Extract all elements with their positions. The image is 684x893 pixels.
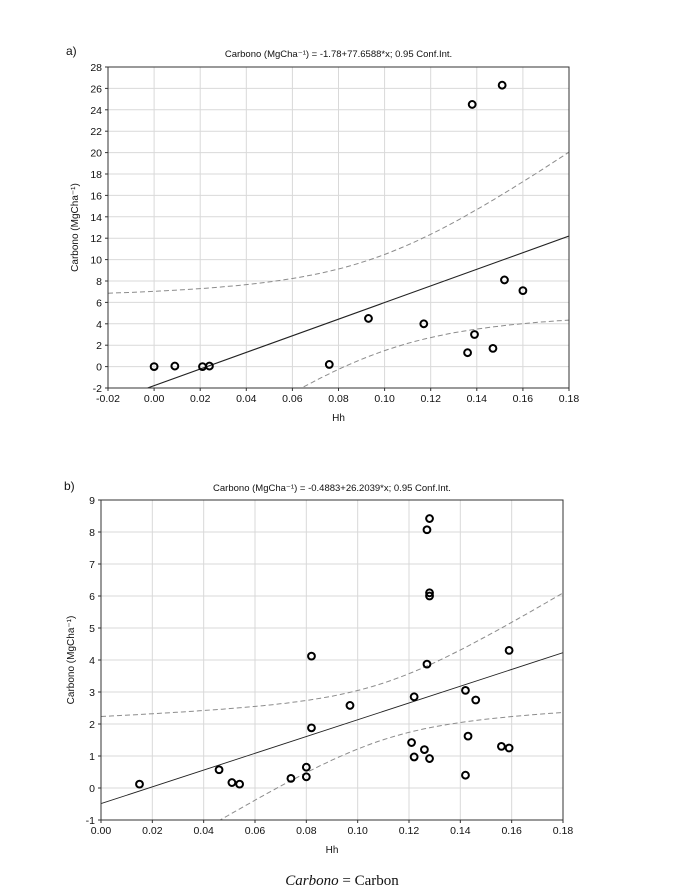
y-tick-label: 7 xyxy=(89,559,95,571)
x-tick-label: 0.02 xyxy=(189,393,211,405)
y-tick-label: 3 xyxy=(89,687,95,699)
confidence-lower-line xyxy=(101,713,563,891)
x-tick-label: 0.12 xyxy=(420,393,441,405)
y-tick-label: 2 xyxy=(89,719,95,731)
caption-term: Carbono xyxy=(285,873,339,889)
x-tick-label: 0.18 xyxy=(558,393,580,405)
x-axis-label: Hh xyxy=(332,413,345,424)
y-tick-label: 5 xyxy=(89,623,95,635)
y-tick-label: 22 xyxy=(90,126,102,139)
y-tick-label: -1 xyxy=(85,815,95,827)
data-point xyxy=(308,724,315,731)
y-axis-label: Carbono (MgCha⁻¹) xyxy=(70,183,81,272)
y-tick-label: 4 xyxy=(96,318,102,331)
y-tick-label: 8 xyxy=(89,527,95,539)
x-tick-label: 0.14 xyxy=(450,825,471,837)
y-tick-label: 4 xyxy=(89,655,95,667)
chart-panel-a xyxy=(66,44,579,511)
y-tick-label: 6 xyxy=(89,591,95,603)
chart-title: Carbono (MgCha⁻¹) = -0.4883+26.2039*x; 0.95 Conf.Int. xyxy=(213,483,451,494)
y-tick-label: -2 xyxy=(92,383,102,395)
x-tick-label: 0.18 xyxy=(552,825,574,837)
data-point xyxy=(499,82,506,89)
x-tick-label: 0.00 xyxy=(90,825,112,837)
x-tick-label: -0.02 xyxy=(96,393,120,405)
data-point xyxy=(426,515,433,522)
y-tick-label: 16 xyxy=(90,190,102,203)
confidence-upper-line xyxy=(101,593,563,717)
data-point xyxy=(236,781,243,788)
data-point xyxy=(216,766,223,773)
x-tick-label: 0.04 xyxy=(193,825,214,837)
x-tick-label: 0.14 xyxy=(466,393,488,405)
y-tick-label: 26 xyxy=(90,83,102,96)
y-tick-label: 18 xyxy=(90,169,102,181)
y-tick-label: 6 xyxy=(96,297,102,310)
figure-caption xyxy=(0,873,684,890)
y-tick-label: 8 xyxy=(96,276,102,288)
x-tick-label: 0.08 xyxy=(296,825,317,837)
caption-rest: = Carbon xyxy=(338,873,399,889)
data-point xyxy=(501,277,508,284)
y-tick-label: 9 xyxy=(89,495,95,507)
data-point xyxy=(411,693,418,700)
y-tick-label: 14 xyxy=(90,211,102,224)
y-tick-label: 12 xyxy=(90,233,102,246)
data-point xyxy=(462,772,469,779)
y-tick-label: 10 xyxy=(90,254,102,267)
y-tick-label: 1 xyxy=(89,751,95,763)
data-point xyxy=(411,754,418,761)
data-point xyxy=(462,687,469,694)
x-tick-label: 0.16 xyxy=(512,393,534,405)
data-point xyxy=(136,781,143,788)
data-point xyxy=(308,653,315,660)
data-point xyxy=(472,697,479,704)
x-tick-label: 0.10 xyxy=(374,393,395,405)
x-tick-label: 0.10 xyxy=(347,825,368,837)
data-point xyxy=(171,363,178,370)
data-point xyxy=(465,733,472,740)
data-point xyxy=(469,101,476,108)
data-point xyxy=(229,779,236,786)
x-tick-label: 0.06 xyxy=(244,825,266,837)
regression-line xyxy=(101,653,563,804)
chart-panel-b xyxy=(64,479,573,891)
data-point xyxy=(498,743,505,750)
x-tick-label: 0.06 xyxy=(282,393,303,405)
y-tick-label: 24 xyxy=(90,104,102,117)
y-tick-label: 2 xyxy=(96,340,102,353)
x-tick-label: 0.00 xyxy=(143,393,165,405)
x-tick-label: 0.02 xyxy=(142,825,163,837)
panel-letter: a) xyxy=(66,44,77,58)
data-point xyxy=(464,349,471,356)
panel-letter: b) xyxy=(64,479,75,493)
x-tick-label: 0.08 xyxy=(328,393,349,405)
y-axis-label: Carbono (MgCha⁻¹) xyxy=(66,615,77,705)
chart-title: Carbono (MgCha⁻¹) = -1.78+77.6588*x; 0.95 Conf.Int. xyxy=(224,49,453,60)
y-tick-label: 28 xyxy=(90,62,102,74)
data-point xyxy=(347,702,354,709)
data-point xyxy=(421,746,428,753)
y-tick-label: 20 xyxy=(90,147,102,160)
data-point xyxy=(365,315,372,322)
x-tick-label: 0.04 xyxy=(236,393,257,405)
data-point xyxy=(490,345,497,352)
x-axis-label: Hh xyxy=(325,845,339,856)
x-tick-label: 0.12 xyxy=(398,825,420,837)
y-tick-label: 0 xyxy=(96,361,102,374)
y-tick-label: 0 xyxy=(89,783,95,795)
x-tick-label: 0.16 xyxy=(501,825,522,837)
